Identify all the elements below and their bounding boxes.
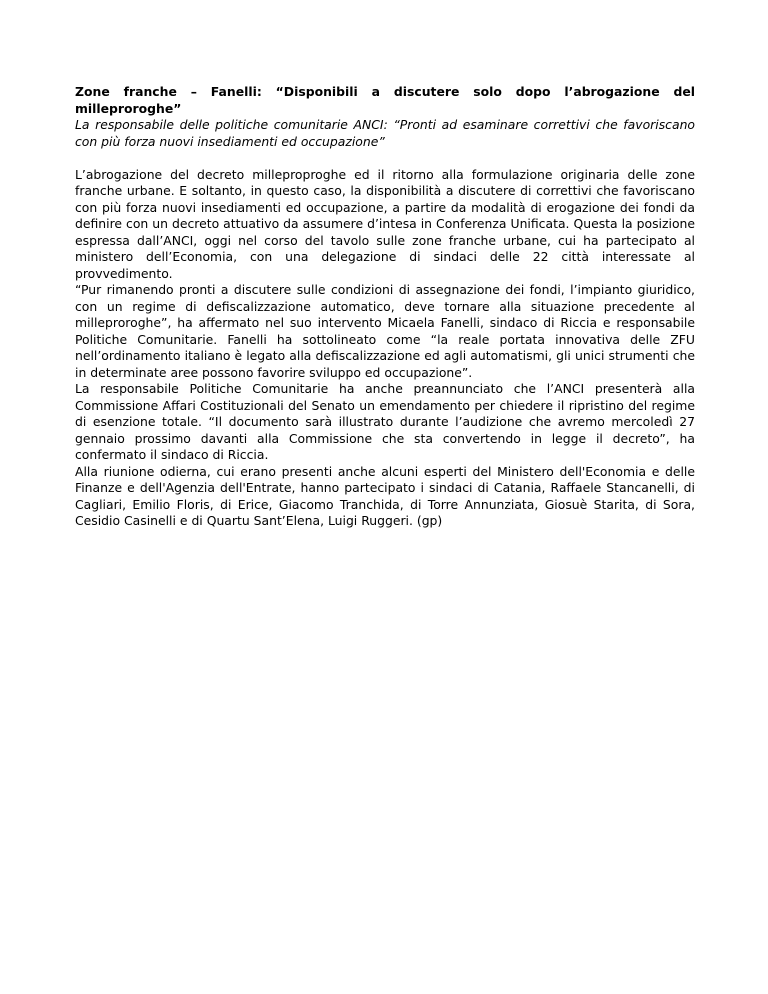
article-subtitle: La responsabile delle politiche comunitarie ANCI: “Pronti ad esaminare correttivi che favoriscano con più forza nuovi insediamenti ed occupazione”	[75, 117, 695, 149]
article-paragraph-4: Alla riunione odierna, cui erano presenti anche alcuni esperti del Ministero dell'Economia e delle Finanze e dell'Agenzia dell'Entrate, hanno partecipato i sindaci di Catania, Raffaele Stancanelli, di Cagliari, Emilio Floris, di Erice, Giacomo Tranchida, di Torre Annunziata, Giosuè Starita, di Sora, Cesidio Casinelli e di Quartu Sant’Elena, Luigi Ruggeri. (gp)	[75, 463, 695, 528]
article-paragraph-3: La responsabile Politiche Comunitarie ha anche preannunciato che l’ANCI presenterà alla Commissione Affari Costituzionali del Senato un emendamento per chiedere il ripristino del regime di esenzione totale. “Il documento sarà illustrato durante l’audizione che avremo mercoledì 27 gennaio prossimo davanti alla Commissione che sta convertendo in legge il decreto”, ha confermato il sindaco di Riccia.	[75, 381, 695, 462]
article-paragraph-1: L’abrogazione del decreto milleproproghe ed il ritorno alla formulazione originaria delle zone franche urbane. E soltanto, in questo caso, la disponibilità a discutere di correttivi che favoriscano con più forza nuovi insediamenti ed occupazione, a partire da modalità di erogazione dei fondi da definire con un decreto attuativo da assumere d’intesa in Conferenza Unificata. Questa la posizione espressa dall’ANCI, oggi nel corso del tavolo sulle zone franche urbane, cui ha partecipato al ministero dell’Economia, con una delegazione di sindaci delle 22 città interessate al provvedimento.	[75, 166, 695, 281]
article-title: Zone franche – Fanelli: “Disponibili a discutere solo dopo l’abrogazione del milleproroghe”	[75, 84, 695, 116]
document-page	[75, 84, 695, 530]
spacer	[75, 150, 695, 167]
article-paragraph-2: “Pur rimanendo pronti a discutere sulle condizioni di assegnazione dei fondi, l’impianto giuridico, con un regime di defiscalizzazione automatico, deve tornare alla situazione precedente al milleproroghe”, ha affermato nel suo intervento Micaela Fanelli, sindaco di Riccia e responsabile Politiche Comunitarie. Fanelli ha sottolineato come “la reale portata innovativa delle ZFU nell’ordinamento italiano è legato alla defiscalizzazione ed agli automatismi, gli unici strumenti che in determinate aree possono favorire sviluppo ed occupazione”.	[75, 282, 695, 380]
